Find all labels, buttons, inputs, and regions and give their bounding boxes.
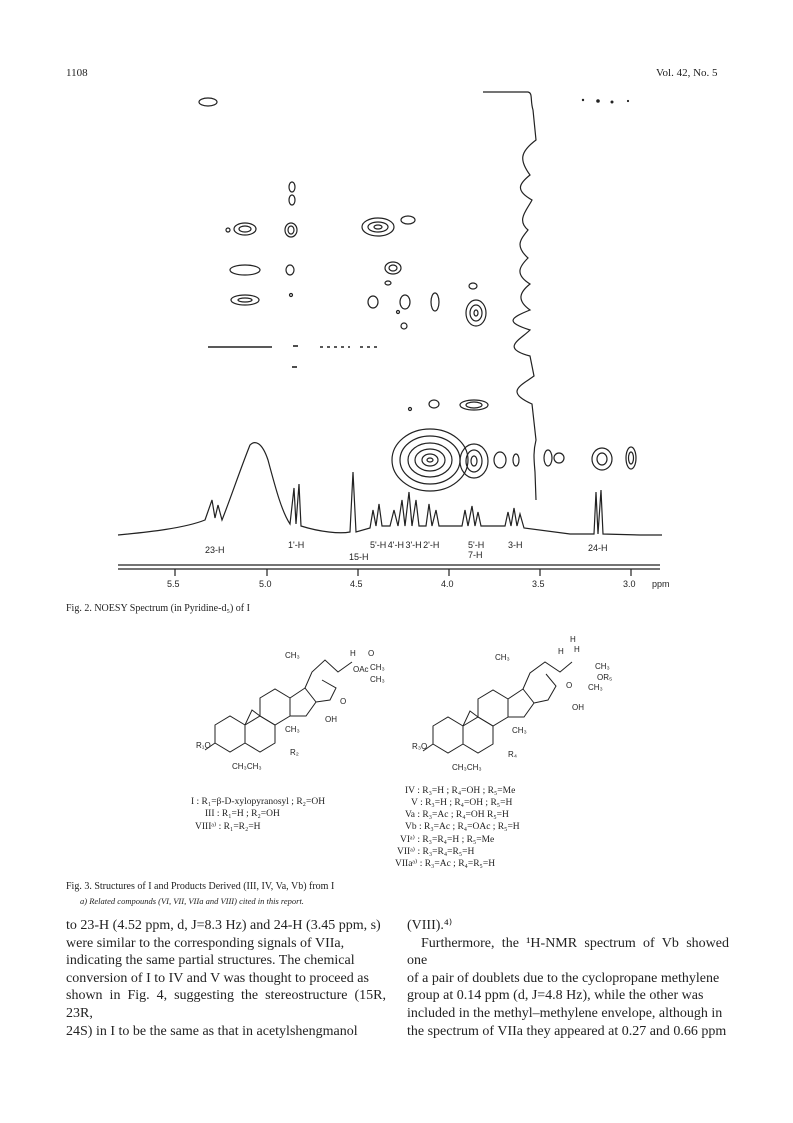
body-left-line: shown in Fig. 4, suggesting the stereostructure (15R, 23R, — [66, 988, 386, 1021]
svg-text:CH₃: CH₃ — [370, 675, 385, 684]
tick-label-3-0: 3.0 — [623, 579, 636, 589]
ring-d-left — [290, 688, 316, 716]
svg-text:CH₃: CH₃ — [595, 662, 610, 671]
peak-label-5p-h: 5'-H — [468, 540, 485, 550]
svg-text:R₃O: R₃O — [412, 742, 428, 751]
compound-viii: VIIIᵃ⁾ : R₁=R₂=H — [195, 822, 261, 832]
svg-text:R₁O: R₁O — [196, 741, 211, 750]
noesy-spectrum-figure — [0, 80, 793, 600]
svg-text:CH₃CH₃: CH₃CH₃ — [232, 762, 262, 771]
body-right-line: Furthermore, the ¹H-NMR spectrum of Vb showed one — [407, 935, 729, 969]
ring-b-right — [463, 717, 493, 753]
svg-text:R₂: R₂ — [290, 748, 299, 757]
body-column-left — [66, 917, 386, 1040]
svg-text:CH₃: CH₃ — [588, 683, 603, 692]
tick-label-4-0: 4.0 — [441, 579, 454, 589]
tick-label-4-5: 4.5 — [350, 579, 363, 589]
peak-label-7h: 7-H — [468, 550, 483, 560]
f1-projection-trace — [483, 92, 536, 500]
ring-a-left — [215, 716, 245, 752]
body-right-line: of a pair of doublets due to the cyclopropane methylene — [407, 970, 720, 986]
ring-c-left — [260, 689, 290, 725]
ring-d-right — [508, 689, 534, 717]
body-column-right — [407, 917, 729, 1040]
body-left-line: indicating the same partial structures. The chemical — [66, 953, 355, 969]
svg-text:CH₃CH₃: CH₃CH₃ — [452, 763, 482, 772]
svg-text:O: O — [368, 649, 375, 658]
tick-label-3-5: 3.5 — [532, 579, 545, 589]
ring-c-right — [478, 690, 508, 726]
compound-i: I : R₁=β-D-xylopyranosyl ; R₂=OH — [191, 797, 326, 807]
svg-text:CH₃: CH₃ — [285, 725, 300, 734]
body-left-line: 24S) in I to be the same as that in acetylshengmanol — [66, 1023, 358, 1039]
peak-label-15h: 15-H — [349, 552, 369, 562]
body-left-line: conversion of I to IV and V was thought to proceed as — [66, 970, 369, 986]
compound-vi: VIᵃ⁾ : R₃=R₄=H ; R₅=Me — [400, 835, 495, 845]
fig3-structures — [0, 630, 793, 800]
compound-v: V : R₃=H ; R₄=OH ; R₅=H — [411, 798, 513, 808]
journal-volume: Vol. 42, No. 5 — [656, 67, 718, 79]
body-right-line: (VIII).⁴⁾ — [407, 918, 453, 933]
svg-text:R₄: R₄ — [508, 750, 518, 759]
peak-label-3h: 3-H — [508, 540, 523, 550]
compound-iii: III : R₁=H ; R₂=OH — [205, 809, 280, 819]
body-right-line: included in the methyl–methylene envelope, although in — [407, 1005, 723, 1021]
fig3-footnote: a) Related compounds (VI, VII, VIIa and VIII) cited in this report. — [80, 896, 304, 906]
peak-label-24h: 24-H — [588, 543, 608, 553]
ring-a-right — [433, 717, 463, 753]
peak-label-sugar-group: 5'-H 4'-H 3'-H 2'-H — [370, 540, 440, 550]
svg-text:OH: OH — [325, 715, 337, 724]
svg-text:H: H — [558, 647, 564, 656]
ppm-axis — [118, 565, 660, 576]
body-left-line: to 23-H (4.52 ppm, d, J=8.3 Hz) and 24-H (3.45 ppm, s) — [66, 918, 381, 933]
fig3-caption: Fig. 3. Structures of I and Products Derived (III, IV, Va, Vb) from I — [66, 881, 335, 892]
svg-text:H: H — [570, 635, 576, 644]
body-right-line: group at 0.14 ppm (d, J=4.8 Hz), while the other was — [407, 988, 704, 1004]
svg-text:CH₃: CH₃ — [495, 653, 510, 662]
svg-text:CH₃: CH₃ — [370, 663, 385, 672]
page-number: 1108 — [66, 67, 88, 79]
svg-text:CH₃: CH₃ — [512, 726, 527, 735]
compound-va: Va : R₃=Ac ; R₄=OH R₅=H — [405, 810, 509, 820]
axis-unit-ppm: ppm — [652, 579, 670, 589]
svg-text:H: H — [350, 649, 356, 658]
body-left-line: were similar to the corresponding signals of VIIa, — [66, 935, 345, 951]
tick-label-5-0: 5.0 — [259, 579, 272, 589]
svg-text:OAc: OAc — [353, 665, 369, 674]
compound-vii: VIIᵃ⁾ : R₃=R₄=R₅=H — [397, 847, 475, 857]
svg-text:CH₃: CH₃ — [285, 651, 300, 660]
body-right-line: the spectrum of VIIa they appeared at 0.27 and 0.66 ppm — [407, 1023, 727, 1039]
proton-1d-spectrum — [118, 443, 662, 535]
svg-text:OR₅: OR₅ — [597, 673, 613, 682]
compound-iv: IV : R₃=H ; R₄=OH ; R₅=Me — [405, 786, 516, 796]
compound-vb: Vb : R₃=Ac ; R₄=OAc ; R₅=H — [405, 822, 520, 832]
svg-text:OH: OH — [572, 703, 584, 712]
svg-text:O: O — [566, 681, 573, 690]
fig2-caption: Fig. 2. NOESY Spectrum (in Pyridine-d₅) of I — [66, 603, 250, 614]
tick-label-5-5: 5.5 — [167, 579, 180, 589]
compound-viia: VIIaᵃ⁾ : R₃=Ac ; R₄=R₅=H — [395, 859, 496, 869]
svg-text:H: H — [574, 645, 580, 654]
peak-label-23h: 23-H — [205, 545, 225, 555]
ring-b-left — [245, 716, 275, 752]
peak-label-1p-h: 1'-H — [288, 540, 305, 550]
svg-text:O: O — [340, 697, 347, 706]
